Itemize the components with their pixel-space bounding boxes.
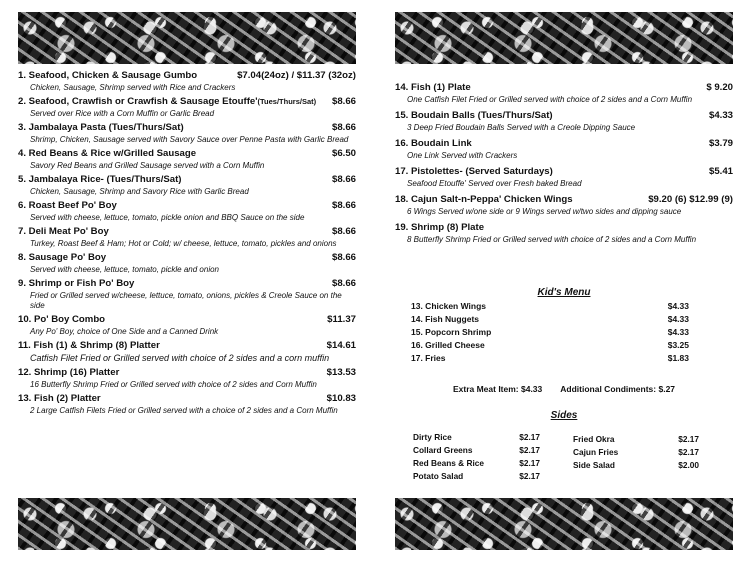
food-collage-banner-top-left <box>18 12 356 64</box>
left-menu-items <box>18 70 356 419</box>
menu-item-price: $8.66 <box>331 226 356 237</box>
menu-item-name: 13. Fish (2) Platter <box>18 393 101 404</box>
menu-item <box>18 393 356 416</box>
menu-item-description: One Catfish Filet Fried or Grilled served with choice of 2 sides and a Corn Muffin <box>407 95 693 104</box>
kids-menu-item <box>395 326 733 339</box>
menu-item-name: 17. Pistolettes- (Served Saturdays) <box>395 166 553 177</box>
kids-item-price: $4.33 <box>667 314 689 324</box>
menu-item-price: $6.50 <box>331 148 356 159</box>
sides-column-2 <box>573 433 699 472</box>
menu-item-description: One Link Served with Crackers <box>407 151 518 160</box>
menu-item <box>395 110 733 133</box>
menu-item-description: 16 Butterfly Shrimp Fried or Grilled served with choice of 2 sides and Corn Muffin <box>30 380 317 389</box>
menu-item <box>18 200 356 223</box>
menu-item-description: Seafood Etouffe' Served over Fresh baked Bread <box>407 179 582 188</box>
side-item-price: $2.17 <box>519 458 540 468</box>
menu-item-price: $11.37 <box>327 314 356 325</box>
menu-page-right <box>395 12 733 572</box>
menu-item <box>18 340 356 364</box>
side-item-name: Cajun Fries <box>573 447 619 457</box>
right-menu-items <box>395 82 733 250</box>
kids-item-price: $4.33 <box>667 327 689 337</box>
menu-item-name: 8. Sausage Po' Boy <box>18 252 107 263</box>
kids-item-name: 15. Popcorn Shrimp <box>411 327 492 337</box>
side-item-name: Potato Salad <box>413 471 464 481</box>
menu-item-price: $ 9.20 <box>706 82 733 93</box>
menu-item-description: Turkey, Roast Beef & Ham; Hot or Cold; w/ cheese, lettuce, tomato, pickles and onions <box>30 239 337 248</box>
menu-item-description: Any Po' Boy, choice of One Side and a Canned Drink <box>30 327 219 336</box>
menu-item-price: $8.66 <box>331 174 356 185</box>
menu-item-name: 3. Jambalaya Pasta (Tues/Thurs/Sat) <box>18 122 184 133</box>
side-item <box>573 459 699 472</box>
menu-item <box>395 166 733 189</box>
menu-item <box>18 96 356 119</box>
menu-item <box>18 148 356 171</box>
menu-item <box>18 278 356 311</box>
menu-item-description: 3 Deep Fried Boudain Balls Served with a Creole Dipping Sauce <box>407 123 636 132</box>
menu-item-name: 12. Shrimp (16) Platter <box>18 367 120 378</box>
additional-condiments-price: Additional Condiments: $.27 <box>560 384 676 394</box>
menu-item-price: $10.83 <box>326 393 356 404</box>
kids-menu-item <box>395 339 733 352</box>
extras-row <box>395 384 733 394</box>
menu-page-left <box>18 12 356 572</box>
menu-item-price: $8.66 <box>331 278 356 289</box>
menu-item-name: 2. Seafood, Crawfish or Crawfish & Sausage Etouffe' <box>18 96 258 107</box>
menu-item-description: Served with cheese, lettuce, tomato, pickle onion and BBQ Sauce on the side <box>30 213 305 222</box>
menu-item-description: Catfish Filet Fried or Grilled served with choice of 2 sides and a corn muffin <box>30 353 330 363</box>
menu-item <box>18 252 356 275</box>
side-item-price: $2.17 <box>519 432 540 442</box>
side-item <box>413 470 540 483</box>
menu-item-price: $8.66 <box>331 96 356 107</box>
menu-item <box>395 194 733 217</box>
side-item-price: $2.00 <box>678 460 699 470</box>
menu-item-name: 19. Shrimp (8) Plate <box>395 222 485 233</box>
menu-item-name: 4. Red Beans & Rice w/Grilled Sausage <box>18 148 197 159</box>
menu-item-description: 6 Wings Served w/one side or 9 Wings served w/two sides and dipping sauce <box>407 207 682 216</box>
menu-item-price: $3.79 <box>708 138 733 149</box>
menu-item-description: 2 Large Catfish Filets Fried or Grilled served with a choice of 2 sides and a Corn Muffin <box>30 406 338 415</box>
menu-item <box>18 367 356 390</box>
kids-item-name: 16. Grilled Cheese <box>411 340 485 350</box>
menu-item-price: $8.66 <box>331 252 356 263</box>
menu-item-name: 7. Deli Meat Po' Boy <box>18 226 109 237</box>
menu-item-price: $5.41 <box>708 166 733 177</box>
side-item-price: $2.17 <box>519 471 540 481</box>
food-collage-banner-bottom-right <box>395 498 733 550</box>
menu-item <box>18 70 356 93</box>
menu-item-description: Shrimp, Chicken, Sausage served with Savory Sauce over Penne Pasta with Garlic Bread <box>30 135 349 144</box>
menu-item <box>18 314 356 337</box>
extra-meat-price: Extra Meat Item: $4.33 <box>452 384 543 394</box>
kids-item-name: 17. Fries <box>411 353 446 363</box>
sides-column-1 <box>413 431 540 483</box>
menu-item-name: 1. Seafood, Chicken & Sausage Gumbo <box>18 70 198 81</box>
menu-item-name: 14. Fish (1) Plate <box>395 82 471 93</box>
menu-item-description: Chicken, Sausage, Shrimp served with Rice and Crackers <box>30 83 236 92</box>
side-item <box>413 457 540 470</box>
side-item-price: $2.17 <box>519 445 540 455</box>
side-item <box>573 433 699 446</box>
menu-item <box>395 138 733 161</box>
kids-menu-item <box>395 313 733 326</box>
side-item <box>413 431 540 444</box>
menu-item-name: 11. Fish (1) & Shrimp (8) Platter <box>18 340 160 351</box>
food-collage-banner-bottom-left <box>18 498 356 550</box>
menu-item <box>395 222 733 245</box>
kids-item-price: $4.33 <box>667 301 689 311</box>
menu-item-name: 10. Po' Boy Combo <box>18 314 106 325</box>
sides-title: Sides <box>550 410 578 421</box>
menu-item-name: 6. Roast Beef Po' Boy <box>18 200 117 211</box>
menu-item-price: $8.66 <box>331 200 356 211</box>
menu-item-price: $13.53 <box>326 367 356 378</box>
menu-item-name: 9. Shrimp or Fish Po' Boy <box>18 278 135 289</box>
food-collage-banner-top-right <box>395 12 733 64</box>
side-item <box>573 446 699 459</box>
side-item <box>413 444 540 457</box>
kids-menu-item <box>395 352 733 365</box>
kids-item-price: $1.83 <box>667 353 689 363</box>
kids-item-name: 13. Chicken Wings <box>411 301 487 311</box>
menu-item-price: $14.61 <box>326 340 356 351</box>
kids-item-name: 14. Fish Nuggets <box>411 314 480 324</box>
menu-item-price: $8.66 <box>331 122 356 133</box>
menu-item-name: 5. Jambalaya Rice- (Tues/Thurs/Sat) <box>18 174 182 185</box>
menu-item <box>18 122 356 145</box>
menu-item <box>395 82 733 105</box>
menu-item-description: Savory Red Beans and Grilled Sausage served with a Corn Muffin <box>30 161 265 170</box>
kids-menu-title: Kid's Menu <box>537 287 591 298</box>
menu-item-price: $9.20 (6) $12.99 (9) <box>648 194 733 205</box>
side-item-name: Red Beans & Rice <box>413 458 485 468</box>
side-item-name: Dirty Rice <box>413 432 452 442</box>
side-item-price: $2.17 <box>678 434 699 444</box>
menu-item-description: Chicken, Sausage, Shrimp and Savory Rice with Garlic Bread <box>30 187 249 196</box>
side-item-name: Fried Okra <box>573 434 615 444</box>
kids-menu-item <box>395 300 733 313</box>
menu-item-days: (Tues/Thurs/Sat) <box>257 97 317 106</box>
menu-item-description: Served with cheese, lettuce, tomato, pickle and onion <box>30 265 219 274</box>
kids-item-price: $3.25 <box>667 340 689 350</box>
menu-item-description: Fried or Grilled served w/cheese, lettuce, tomato, onions, pickles & Creole Sauce on the side <box>30 291 342 310</box>
side-item-price: $2.17 <box>678 447 699 457</box>
kids-menu-list <box>395 300 733 365</box>
menu-item-description: Served over Rice with a Corn Muffin or Garlic Bread <box>30 109 215 118</box>
menu-item <box>18 226 356 249</box>
menu-item-name: 15. Boudain Balls (Tues/Thurs/Sat) <box>395 110 553 121</box>
menu-item-name: 18. Cajun Salt-n-Peppa' Chicken Wings <box>395 194 573 205</box>
side-item-name: Side Salad <box>573 460 615 470</box>
side-item-name: Collard Greens <box>413 445 473 455</box>
menu-item-description: 8 Butterfly Shrimp Fried or Grilled served with choice of 2 sides and a Corn Muffin <box>407 235 697 244</box>
menu-item-price: $4.33 <box>708 110 733 121</box>
menu-item <box>18 174 356 197</box>
menu-item-name: 16. Boudain Link <box>395 138 472 149</box>
menu-item-price: $7.04(24oz) / $11.37 (32oz) <box>237 70 356 81</box>
